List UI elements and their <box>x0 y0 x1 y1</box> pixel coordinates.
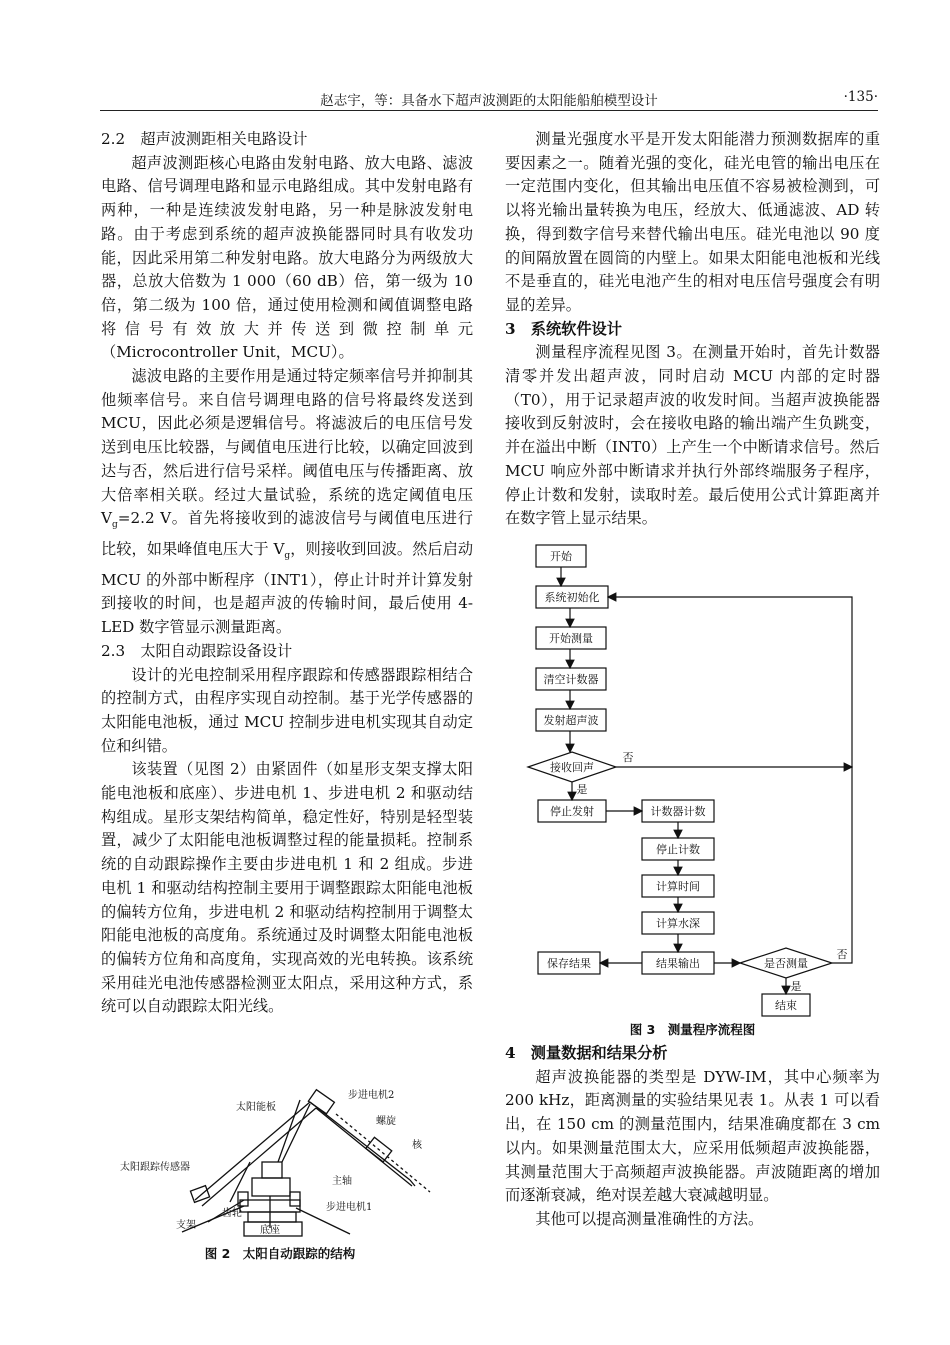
label-solar-panel: 太阳能板 <box>236 1102 276 1113</box>
paragraph: 该装置（见图 2）由紧固件（如星形支架支撑太阳能电池板和底座）、步进电机 1、步进电机 2 和驱动结构组成。星形支架结构简单，稳定性好，特别是轻型装置，减少了太阳能电池板调整过程的能量损耗。控制系统的自动跟踪操作主要由步进电机 1 和 2 组成。步进电机 1 和驱动结构控制主要用于调整跟踪太阳能电池板的偏转方位角，步进电机 2 和驱动结构控制用于调整太阳能电池板的高度角。系统通过及时调整太阳能电池板的偏转方位角和高度角，实现高效的光电转换。该系统采用硅光电池传感器检测亚太阳点，采用这种方式，系统可以自动跟踪太阳光线。 <box>101 760 473 1016</box>
paragraph: 设计的光电控制采用程序跟踪和传感器跟踪相结合的控制方式，由程序实现自动控制。基于光学传感器的太阳能电池板，通过 MCU 控制步进电机实现其自动定位和纠错。 <box>101 665 473 755</box>
label-screw: 螺旋 <box>376 1116 396 1127</box>
flow-yes-label: 是 <box>576 783 588 796</box>
label-motor2: 步进电机2 <box>348 1090 395 1101</box>
section-2-3-title: 2.3 太阳自动跟踪设备设计 <box>101 641 293 660</box>
paragraph: 超声波换能器的类型是 DYW-IM，其中心频率为 200 kHz，距离测量的实验结果见表 1。从表 1 可以看出，在 150 cm 的测量范围内，结果准确度都在 3 cm 以内。如果测量范围太大，应采用低频超声波换能器，其测量范围大于高频超声波换能器。声波随距离的增加而逐渐衰减，绝对误差越大衰减越明显。 <box>505 1067 880 1205</box>
flow-recv: 接收回声 <box>550 761 594 774</box>
paragraph: 测量光强度水平是开发太阳能潜力预测数据库的重要因素之一。随着光强的变化，硅光电管的输出电压在一定范围内变化，但其输出电压值不容易被检测到，可以将光输出量转换为电压，经放大、低通滤波、AD 转换，得到数字信号来替代输出电压。硅光电池以 90 度的间隔放置在圆筒的内壁上。如果太阳能电池板和光线不是垂直的，硅光电池产生的相对电压信号强度会有明显的差异。 <box>505 130 880 314</box>
flow-start: 开始 <box>550 550 572 563</box>
flow-no-label: 否 <box>836 948 848 961</box>
label-motor1: 步进电机1 <box>326 1202 373 1213</box>
flow-stop-count: 停止计数 <box>656 843 700 856</box>
flow-init: 系统初始化 <box>544 591 600 604</box>
left-column <box>101 128 473 1019</box>
figure-3-flowchart <box>520 540 865 1020</box>
running-header <box>100 86 878 111</box>
label-shaft: 主轴 <box>332 1176 352 1187</box>
paragraph: 其他可以提高测量准确性的方法。 <box>535 1209 764 1228</box>
flow-no-label: 否 <box>622 751 634 764</box>
paragraph: 超声波测距核心电路由发射电路、放大电路、滤波电路、信号调理电路和显示电路组成。其中发射电路有两种，一种是连续波发射电路，另一种是脉波发射电路。由于考虑到系统的超声波换能器同时具有收发功能，因此采用第二种发射电路。放大电路分为两级放大器，总放大倍数为 1 000（60 dB）倍，第一级为 10 倍，第二级为 100 倍，通过使用检测和阈值调整电路将信号有效放大并传送到微控制单元（Microcontroller Unit，MCU）。 <box>101 153 473 362</box>
section-2-2-title: 2.2 超声波测距相关电路设计 <box>101 130 308 148</box>
flow-stop-emit: 停止发射 <box>550 805 594 818</box>
figure-2-caption: 图 2 太阳自动跟踪的结构 <box>204 1246 356 1261</box>
paragraph: 滤波电路的主要作用是通过特定频率信号并抑制其他频率信号。来自信号调理电路的信号将最终发送到 MCU，因此必须是逻辑信号。将滤波后的电压信号发送到电压比较器，与阈值电压进行比较，以确定回波到达与否，然后进行信号采样。阈值电压与传播距离、放大倍率相关联。经过大量试验，系统的选定阈值电压 $V_g=2.2$ V。首先将接收到的滤波信号与阈值电压进行比较，如果峰值电压大于 $V_g$，则接收到回波。然后启动 MCU 的外部中断程序（INT1），停止计时并计算发射到接收的时间，也是超声波的传输时间，最后使用 4-LED 数字管显示测量距离。 <box>101 367 473 637</box>
figure-2-diagram <box>120 1082 440 1242</box>
flow-end: 结束 <box>775 999 797 1012</box>
flow-save: 保存结果 <box>547 957 591 970</box>
right-column-lower <box>505 1042 880 1232</box>
label-gear: 齿轮 <box>222 1208 242 1219</box>
flow-output: 结果输出 <box>656 957 700 970</box>
flow-calc-time: 计算时间 <box>656 880 700 893</box>
flow-emit: 发射超声波 <box>543 714 599 727</box>
flow-again: 是否测量 <box>764 957 808 970</box>
paragraph: 测量程序流程见图 3。在测量开始时，首先计数器清零并发出超声波，同时启动 MCU 内部的定时器（T0），用于记录超声波的收发时间。当超声波换能器接收到反射波时，会在接收电路的输出端产生负跳变，并在溢出中断（INT0）上产生一个中断请求信号。然后 MCU 响应外部中断请求并执行外部终端服务子程序，停止计数和发射，读取时差。最后使用公式计算距离并在数字管上显示结果。 <box>505 343 880 528</box>
page-number: ·135· <box>843 89 878 105</box>
header-title: 赵志宇，等：具备水下超声波测距的太阳能船舶模型设计 <box>320 93 658 109</box>
label-core: 核 <box>412 1140 422 1151</box>
figure-3-caption: 图 3 测量程序流程图 <box>629 1022 756 1037</box>
section-3-title: 3 系统软件设计 <box>505 319 622 338</box>
flow-count: 计数器计数 <box>650 805 706 818</box>
label-bracket: 支架 <box>176 1220 196 1231</box>
section-4-title: 4 测量数据和结果分析 <box>505 1044 668 1062</box>
flow-yes-label: 是 <box>790 980 802 993</box>
label-sensor: 太阳跟踪传感器 <box>120 1162 190 1173</box>
flow-begin: 开始测量 <box>549 632 593 645</box>
label-base: 底座 <box>260 1225 280 1236</box>
flow-calc-depth: 计算水深 <box>656 917 700 930</box>
flow-clear: 清空计数器 <box>543 673 599 686</box>
right-column <box>505 128 880 531</box>
